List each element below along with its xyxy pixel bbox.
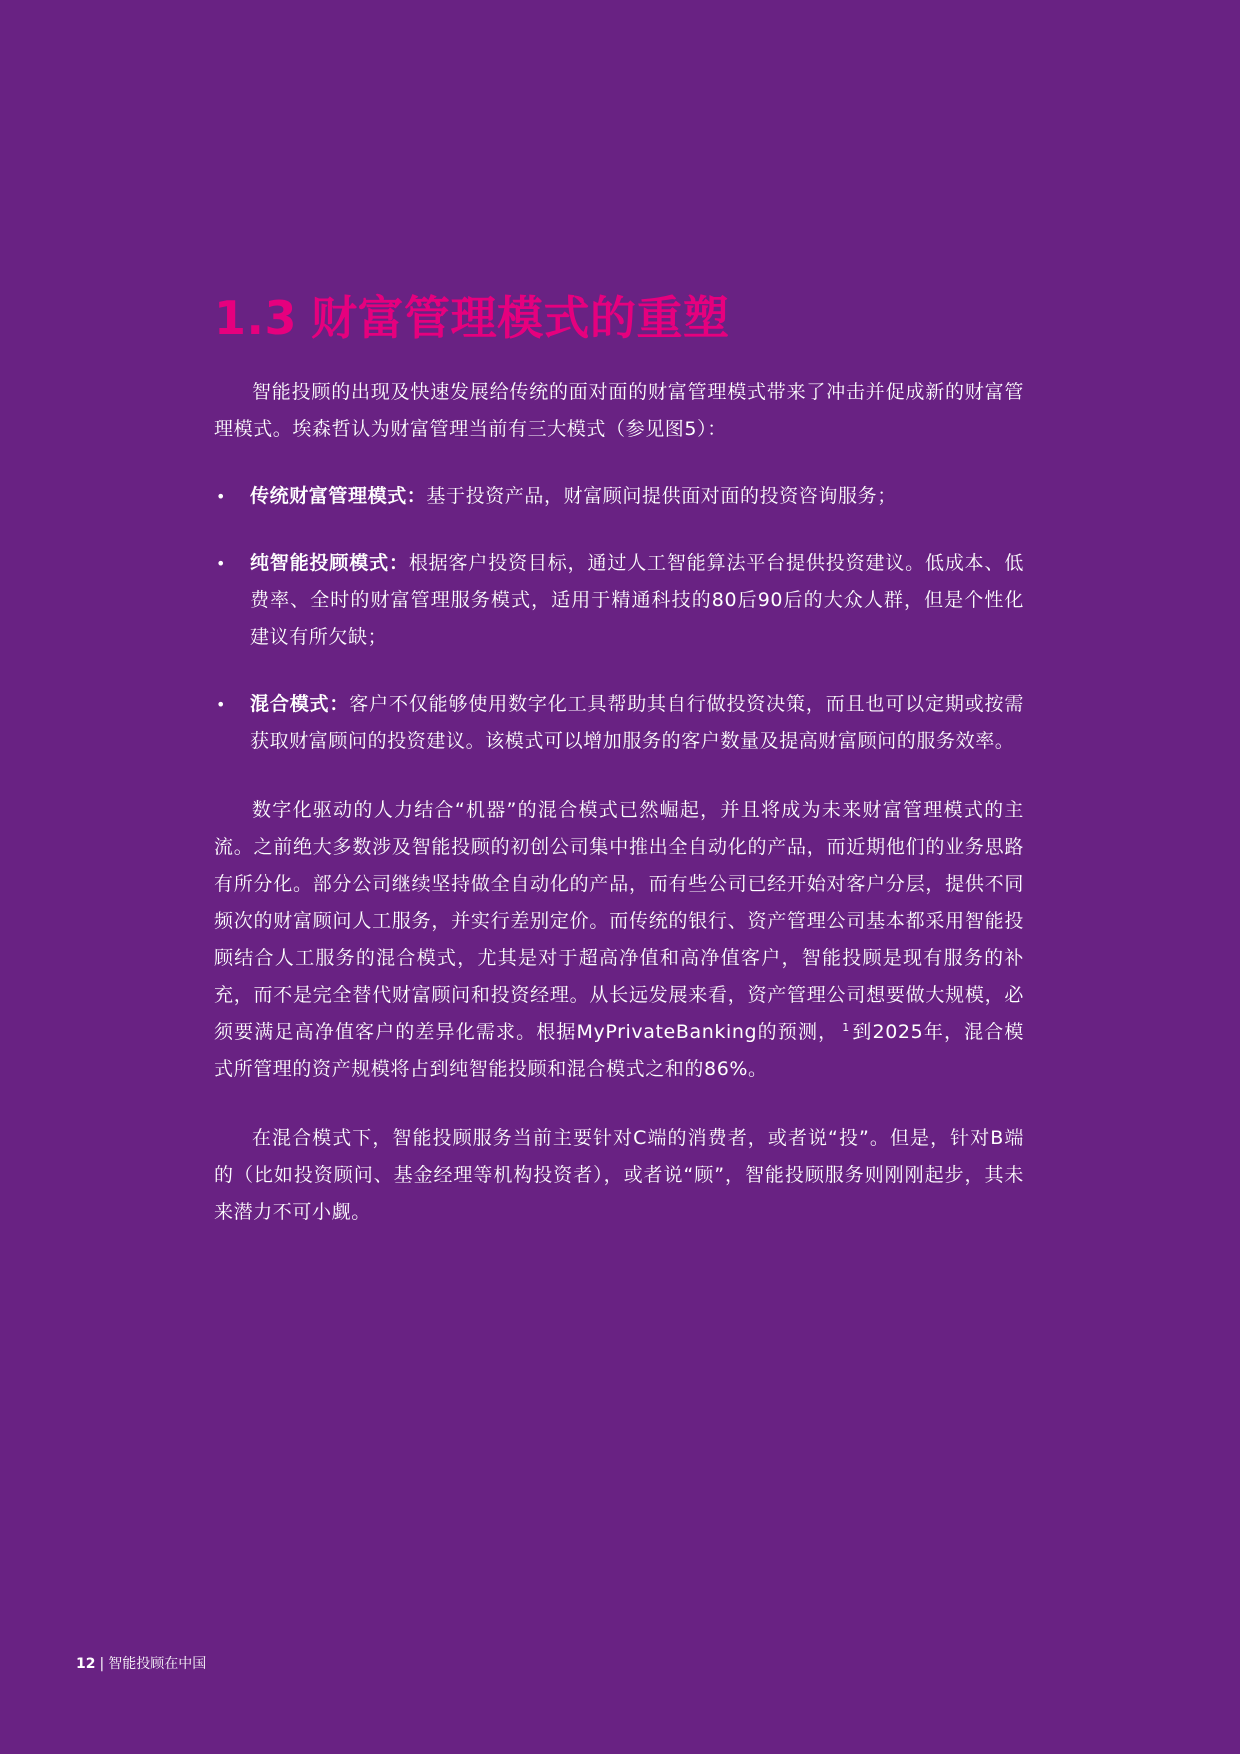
section-number: 1.3 [214, 291, 297, 345]
bullet-term: 纯智能投顾模式： [250, 552, 409, 574]
wealth-model-list [214, 478, 1024, 760]
bullet-icon: • [216, 695, 227, 714]
page-footer [76, 1654, 206, 1674]
bullet-term: 传统财富管理模式： [250, 485, 427, 507]
paragraph-text-continued: 到2025年，混合模式所管理的资产规模将占到纯智能投顾和混合模式之和的86%。 [214, 1021, 1024, 1080]
page-number: 12 [76, 1656, 96, 1672]
list-item-hybrid-model [214, 686, 1024, 760]
list-item-robo-advisor-model [214, 545, 1024, 656]
main-content [214, 288, 1024, 1231]
bullet-text: 客户不仅能够使用数字化工具帮助其自行做投资决策，而且也可以定期或按需获取财富顾问的投资建议。该模式可以增加服务的客户数量及提高财富顾问的服务效率。 [250, 693, 1024, 752]
bullet-icon: • [216, 487, 227, 506]
bullet-icon: • [216, 554, 227, 573]
bullet-text: 基于投资产品，财富顾问提供面对面的投资咨询服务； [426, 485, 897, 507]
list-item-traditional-model [214, 478, 1024, 515]
intro-paragraph: 智能投顾的出现及快速发展给传统的面对面的财富管理模式带来了冲击并促成新的财富管理模式。埃森哲认为财富管理当前有三大模式（参见图5）： [214, 381, 1024, 440]
section-title: 财富管理模式的重塑 [311, 291, 730, 345]
section-heading [214, 288, 1024, 348]
bullet-text: 根据客户投资目标，通过人工智能算法平台提供投资建议。低成本、低费率、全时的财富管理服务模式，适用于精通科技的80后90后的大众人群，但是个性化建议有所欠缺； [250, 552, 1024, 648]
paragraph-text: 数字化驱动的人力结合“机器”的混合模式已然崛起，并且将成为未来财富管理模式的主流。之前绝大多数涉及智能投顾的初创公司集中推出全自动化的产品，而近期他们的业务思路有所分化。部分公司继续坚持做全自动化的产品，而有些公司已经开始对客户分层，提供不同频次的财富顾问人工服务，并实行差别定价。而传统的银行、资产管理公司基本都采用智能投顾结合人工服务的混合模式，尤其是对于超高净值和高净值客户，智能投顾是现有服务的补充，而不是完全替代财富顾问和投资经理。从长远发展来看，资产管理公司想要做大规模，必须要满足高净值客户的差异化需求。根据MyPrivateBanking的预测， [214, 799, 1024, 1043]
body-paragraph-b-end: 在混合模式下，智能投顾服务当前主要针对C端的消费者，或者说“投”。但是，针对B端的（比如投资顾问、基金经理等机构投资者），或者说“顾”，智能投顾服务则刚刚起步，其未来潜力不可小觑。 [214, 1127, 1024, 1223]
publication-title: 智能投顾在中国 [108, 1656, 207, 1672]
bullet-term: 混合模式： [250, 693, 350, 715]
footer-separator: | [99, 1656, 105, 1672]
footnote-reference[interactable]: 1 [842, 1020, 850, 1034]
body-paragraph-hybrid-trend [214, 792, 1024, 1088]
